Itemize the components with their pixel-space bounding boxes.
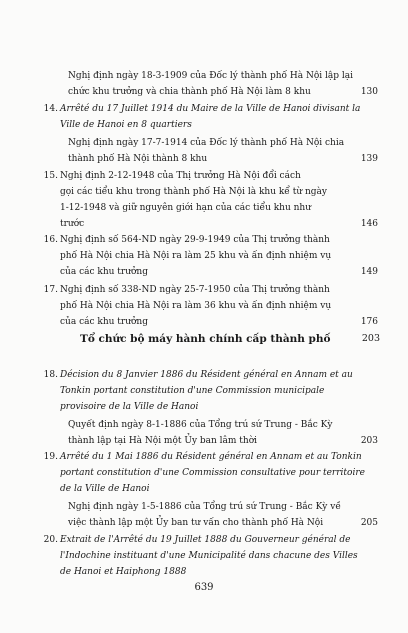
page-ref: 139 (348, 151, 378, 167)
page-ref: 130 (348, 84, 378, 100)
page-ref: 176 (348, 314, 378, 330)
toc-entry (60, 68, 378, 100)
toc-entry (43, 168, 378, 232)
entry-line: trước (60, 219, 85, 229)
entry-number: 15. (43, 171, 58, 181)
entry-line: Quyết định ngày 8-1-1886 của Tổng trú sứ Trung - Bắc Kỳ (68, 420, 333, 430)
entry-number: 18. (43, 370, 58, 380)
entry-line: Nghị định 2-12-1948 của Thị trưởng Hà Nội đổi cách (60, 171, 301, 181)
entry-line: thành lập tại Hà Nội một Ủy ban lâm thời (68, 436, 258, 446)
entry-line: Nghị định số 338-ND ngày 25-7-1950 của Thị trưởng thành (60, 285, 330, 295)
toc-entry (43, 449, 378, 531)
entry-line: Nghị định số 564-ND ngày 29-9-1949 của Thị trưởng thành (60, 235, 330, 245)
page-ref: 146 (348, 216, 378, 232)
section-title: Tổ chức bộ máy hành chính cấp thành phố (80, 333, 331, 345)
entry-number: 19. (43, 452, 58, 462)
entry-number: 17. (43, 285, 58, 295)
entry-line: Nghị định ngày 17-7-1914 của Đốc lý thành phố Hà Nội chia (68, 138, 345, 148)
toc-entry (43, 367, 378, 449)
entry-line: của các khu trưởng (60, 317, 148, 327)
entry-line: 1-12-1948 và giữ nguyên giới hạn của các tiểu khu như (60, 203, 312, 213)
toc-entry (43, 282, 378, 330)
toc-entry (43, 232, 378, 280)
entry-line: thành phố Hà Nội thành 8 khu (68, 154, 208, 164)
entry-title-french: Décision du 8 Janvier 1886 du Résident général en Annam et au Tonkin portant constitution d'une Commission municipale provisoire de la Ville de Hanoi (60, 370, 353, 412)
entry-line: Nghị định ngày 1-5-1886 của Tổng trú sứ Trung - Bắc Kỳ về (68, 502, 341, 512)
entry-title-french: Arrêté du 1 Mai 1886 du Résident général en Annam et au Tonkin portant constitution d'une Commission consultative pour territoire de la Ville de Hanoi (60, 452, 365, 494)
entry-line: Nghị định ngày 18-3-1909 của Đốc lý thành phố Hà Nội lập lại (68, 71, 353, 81)
section-heading (80, 333, 380, 345)
entry-line: phố Hà Nội chia Hà Nội ra làm 25 khu và ấn định nhiệm vụ (60, 251, 332, 261)
page-number: 639 (194, 582, 214, 593)
section-page-ref: 203 (361, 333, 380, 344)
page-ref: 149 (348, 264, 378, 280)
entry-number: 20. (43, 535, 58, 545)
entry-line: phố Hà Nội chia Hà Nội ra làm 36 khu và ấn định nhiệm vụ (60, 301, 332, 311)
page-ref: 205 (348, 515, 378, 531)
entry-line: chức khu trưởng và chia thành phố Hà Nội làm 8 khu (68, 87, 311, 97)
entry-line: gọi các tiểu khu trong thành phố Hà Nội là khu kể từ ngày (60, 187, 327, 197)
entry-line: của các khu trưởng (60, 267, 148, 277)
entry-number: 14. (43, 104, 58, 114)
entry-number: 16. (43, 235, 58, 245)
entry-title-french: Extrait de l'Arrêté du 19 Juillet 1888 du Gouverneur général de l'Indochine instituant d'une Municipalité dans chacune des Villes de Hanoi et Haiphong 1888 (60, 535, 358, 577)
entry-title-french: Arrêté du 17 Juillet 1914 du Maire de la Ville de Hanoi divisant la Ville de Hanoi en 8 quartiers (60, 104, 361, 130)
page-ref: 203 (348, 433, 378, 449)
toc-entry (43, 532, 370, 580)
toc-entry (43, 101, 378, 167)
entry-line: việc thành lập một Ủy ban tư vấn cho thành phố Hà Nội (68, 518, 324, 528)
